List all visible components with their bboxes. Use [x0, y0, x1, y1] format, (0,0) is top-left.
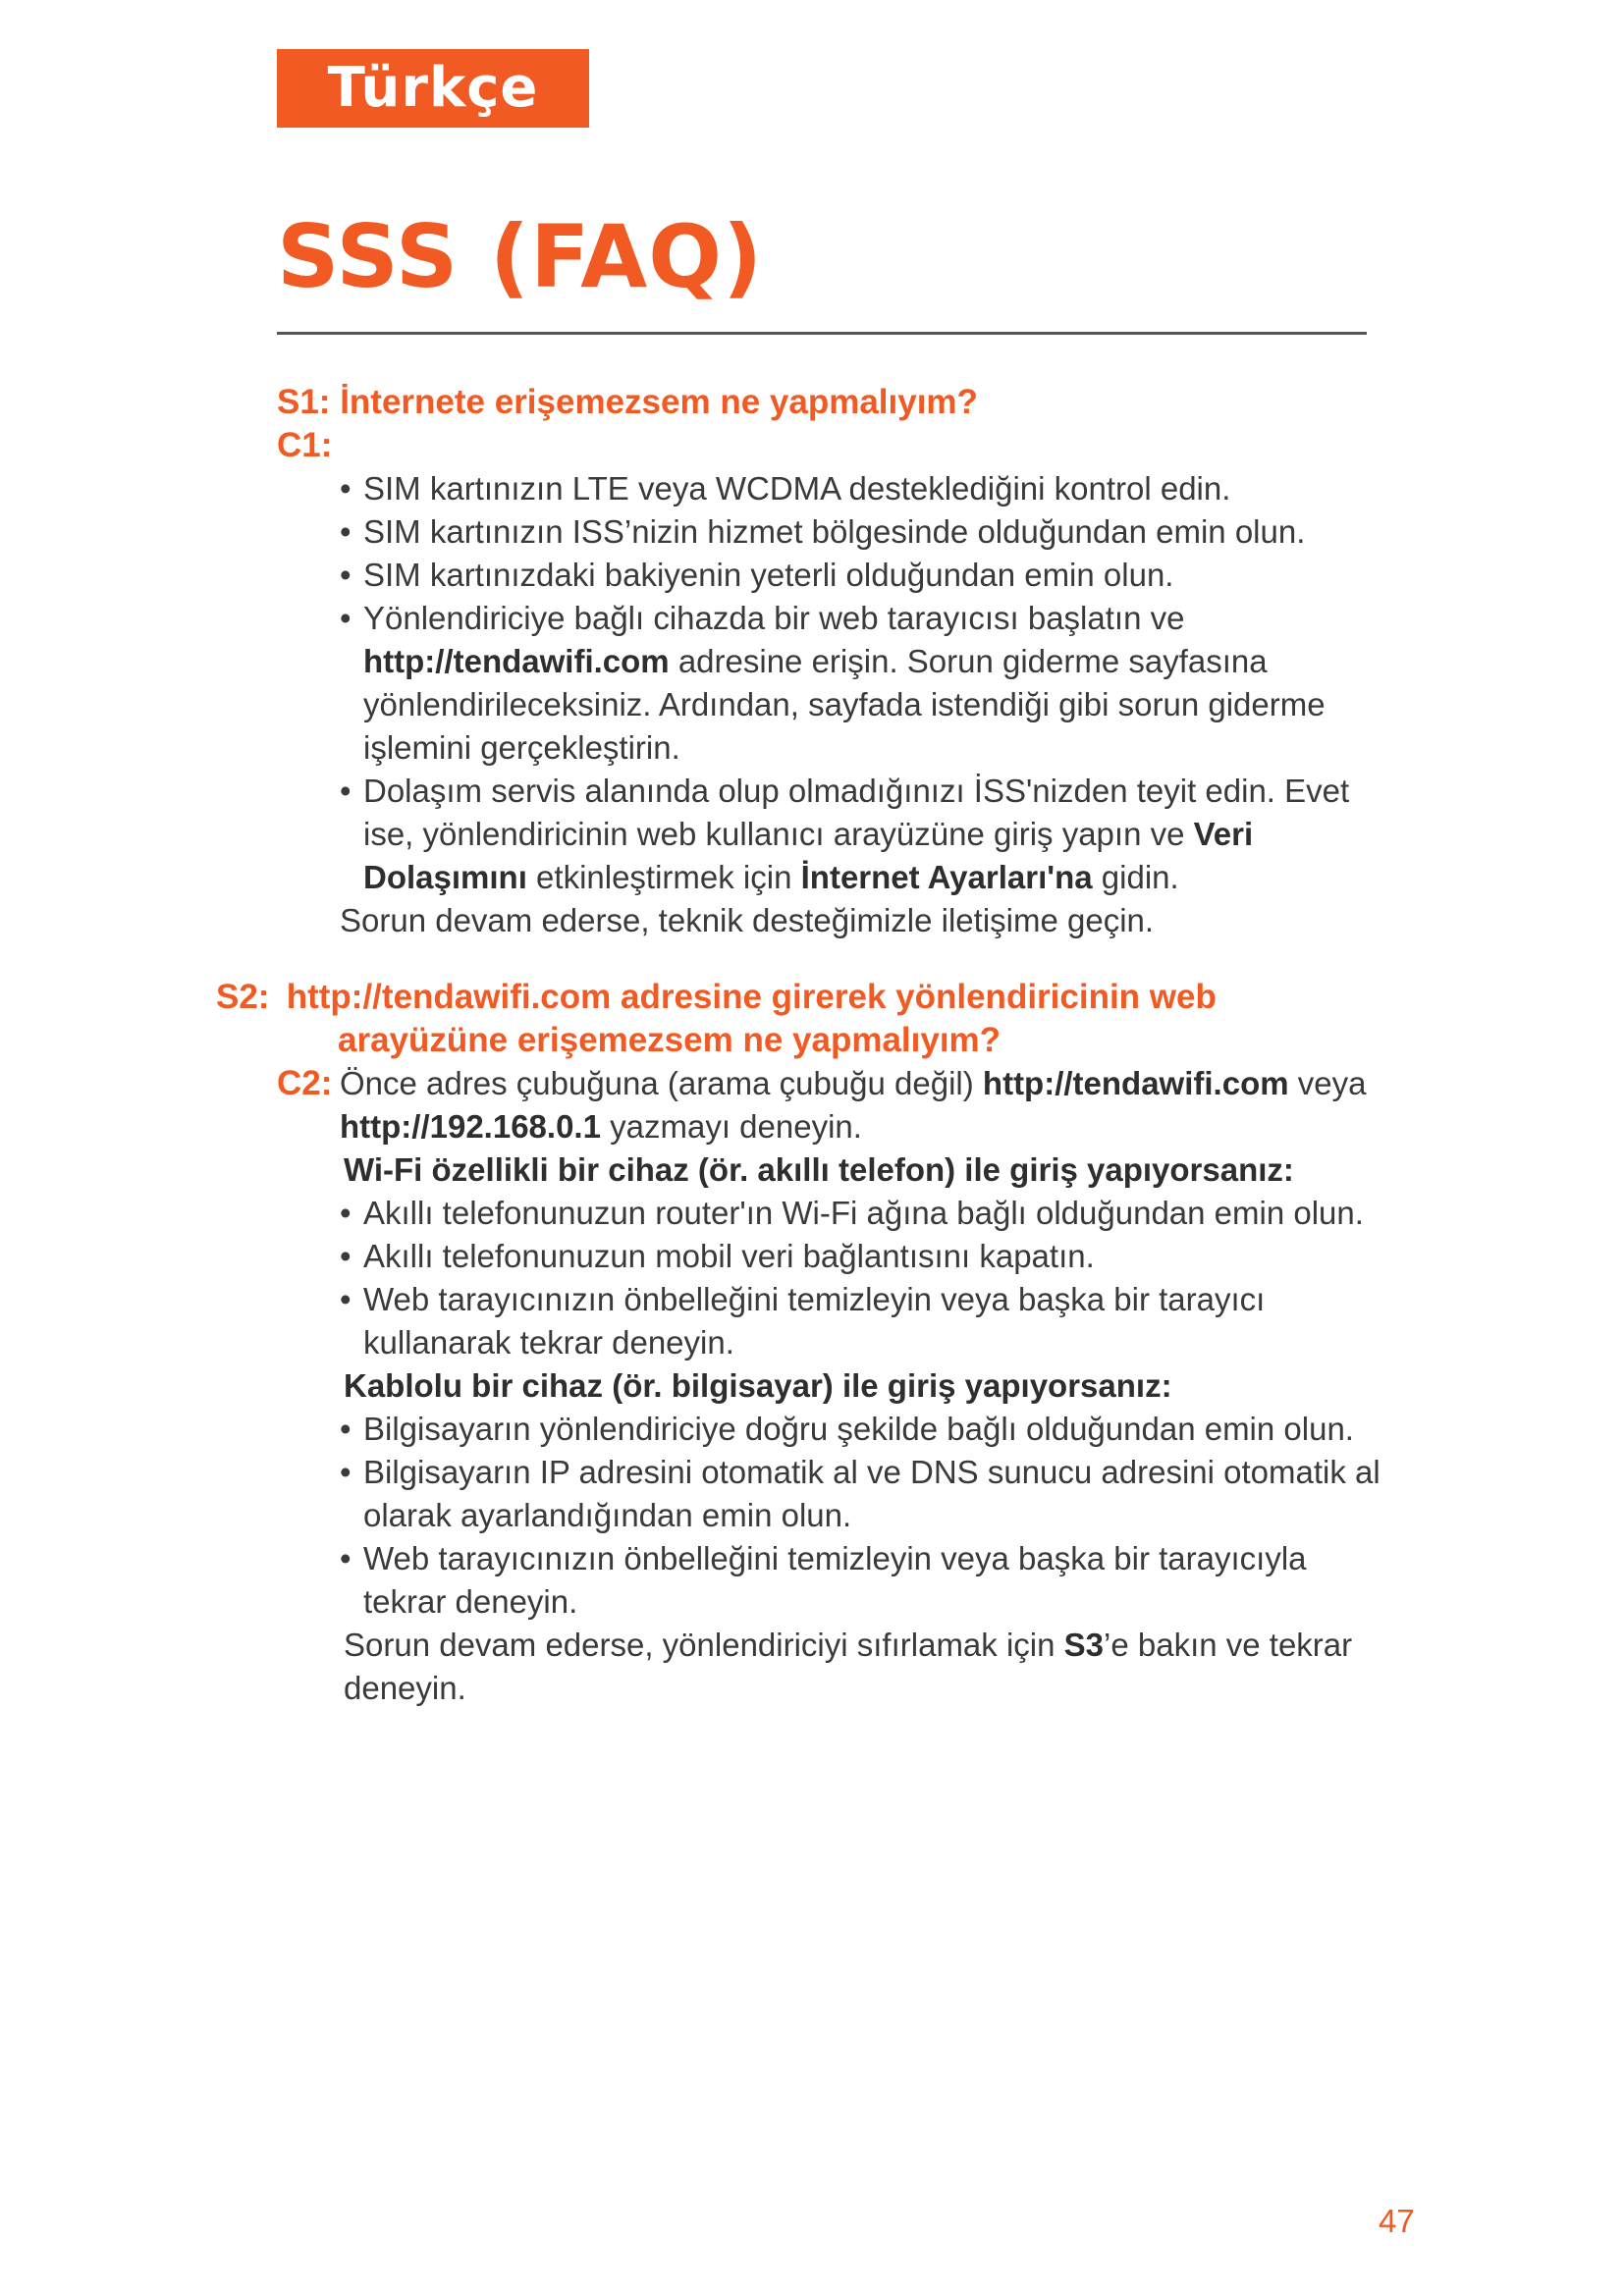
wired-device-heading: Kablolu bir cihaz (ör. bilgisayar) ile giriş yapıyorsanız:	[344, 1367, 1172, 1404]
answer-2-text: veya	[1288, 1065, 1367, 1101]
tendawifi-link-text: http://tendawifi.com	[982, 1065, 1289, 1101]
answer-2-label: C2:	[277, 1064, 333, 1102]
list-item: • SIM kartınızın ISS’nizin hizmet bölgesinde olduğundan emin olun.	[340, 510, 1386, 554]
closing-text: ’e bakın ve tekrar deneyin.	[344, 1627, 1353, 1706]
wired-device-list	[340, 1408, 1386, 1624]
list-item: • Web tarayıcınızın önbelleğini temizleyin veya başka bir tarayıcıyla tekrar deneyin.	[340, 1537, 1386, 1624]
list-item: • SIM kartınızdaki bakiyenin yeterli olduğundan emin olun.	[340, 554, 1386, 597]
list-item: • Akıllı telefonunuzun mobil veri bağlantısını kapatın.	[340, 1235, 1386, 1278]
s3-reference: S3	[1063, 1627, 1105, 1663]
internet-settings-term: İnternet Ayarları'na	[800, 859, 1093, 895]
list-item-text: etkinleştirmek için	[526, 859, 801, 895]
list-item-text: Dolaşım servis alanında olup olmadığınızı İSS'nizden teyit edin. Evet ise, yönlendiricinin web kullanıcı arayüzüne giriş yapın ve	[363, 773, 1350, 852]
page-number: 47	[1379, 2203, 1415, 2239]
list-item	[340, 770, 1386, 899]
question-1: S1: İnternete erişemezsem ne yapmalıyım?	[277, 383, 978, 421]
wifi-device-heading: Wi-Fi özellikli bir cihaz (ör. akıllı telefon) ile giriş yapıyorsanız:	[344, 1151, 1294, 1188]
language-badge: Türkçe	[277, 49, 589, 128]
list-item-text: adresine erişin. Sorun giderme sayfasına yönlendirileceksiniz. Ardından, sayfada istendiği gibi sorun giderme işlemini gerçekleştirin.	[363, 643, 1326, 766]
wifi-device-list	[340, 1192, 1386, 1364]
list-item: • Akıllı telefonunuzun router'ın Wi-Fi ağına bağlı olduğundan emin olun.	[340, 1192, 1386, 1235]
list-item	[340, 597, 1386, 770]
ip-address-text: http://192.168.0.1	[340, 1108, 601, 1145]
faq-content	[216, 381, 1386, 1710]
answer-2-intro	[277, 1062, 1386, 1148]
answer-1-closing: Sorun devam ederse, teknik desteğimizle iletişime geçin.	[340, 902, 1155, 938]
tendawifi-link-text: http://tendawifi.com	[363, 643, 670, 679]
page-title: SSS (FAQ)	[277, 206, 764, 307]
answer-2-closing	[344, 1624, 1386, 1710]
title-divider	[277, 332, 1367, 335]
answer-2	[277, 1148, 1386, 1710]
answer-1	[277, 467, 1386, 942]
list-item-text: Yönlendiriciye bağlı cihazda bir web tarayıcısı başlatın ve	[363, 600, 1185, 636]
data-roaming-term: Veri Dolaşımını	[363, 816, 1254, 895]
list-item: • Bilgisayarın yönlendiriciye doğru şekilde bağlı olduğundan emin olun.	[340, 1408, 1386, 1451]
list-item-text: gidin.	[1092, 859, 1179, 895]
closing-text: Sorun devam ederse, yönlendiriciyi sıfırlamak için	[344, 1627, 1064, 1663]
question-2: S2: http://tendawifi.com adresine girerek yönlendiricinin web arayüzüne erişemezsem ne yapmalıyım?	[216, 978, 1217, 1059]
list-item: • Web tarayıcınızın önbelleğini temizleyin veya başka bir tarayıcı kullanarak tekrar deneyin.	[340, 1278, 1386, 1364]
answer-2-text: Önce adres çubuğuna (arama çubuğu değil)	[340, 1065, 983, 1101]
question-2-text: http://tendawifi.com adresine girerek yönlendiricinin web arayüzüne erişemezsem ne yapmalıyım?	[286, 978, 1217, 1059]
list-item: • SIM kartınızın LTE veya WCDMA desteklediğini kontrol edin.	[340, 467, 1386, 510]
answer-2-text: yazmayı deneyin.	[600, 1108, 862, 1145]
list-item: • Bilgisayarın IP adresini otomatik al ve DNS sunucu adresini otomatik al olarak ayarlandığından emin olun.	[340, 1451, 1386, 1537]
answer-1-label: C1:	[277, 426, 333, 464]
answer-1-list	[340, 467, 1386, 899]
